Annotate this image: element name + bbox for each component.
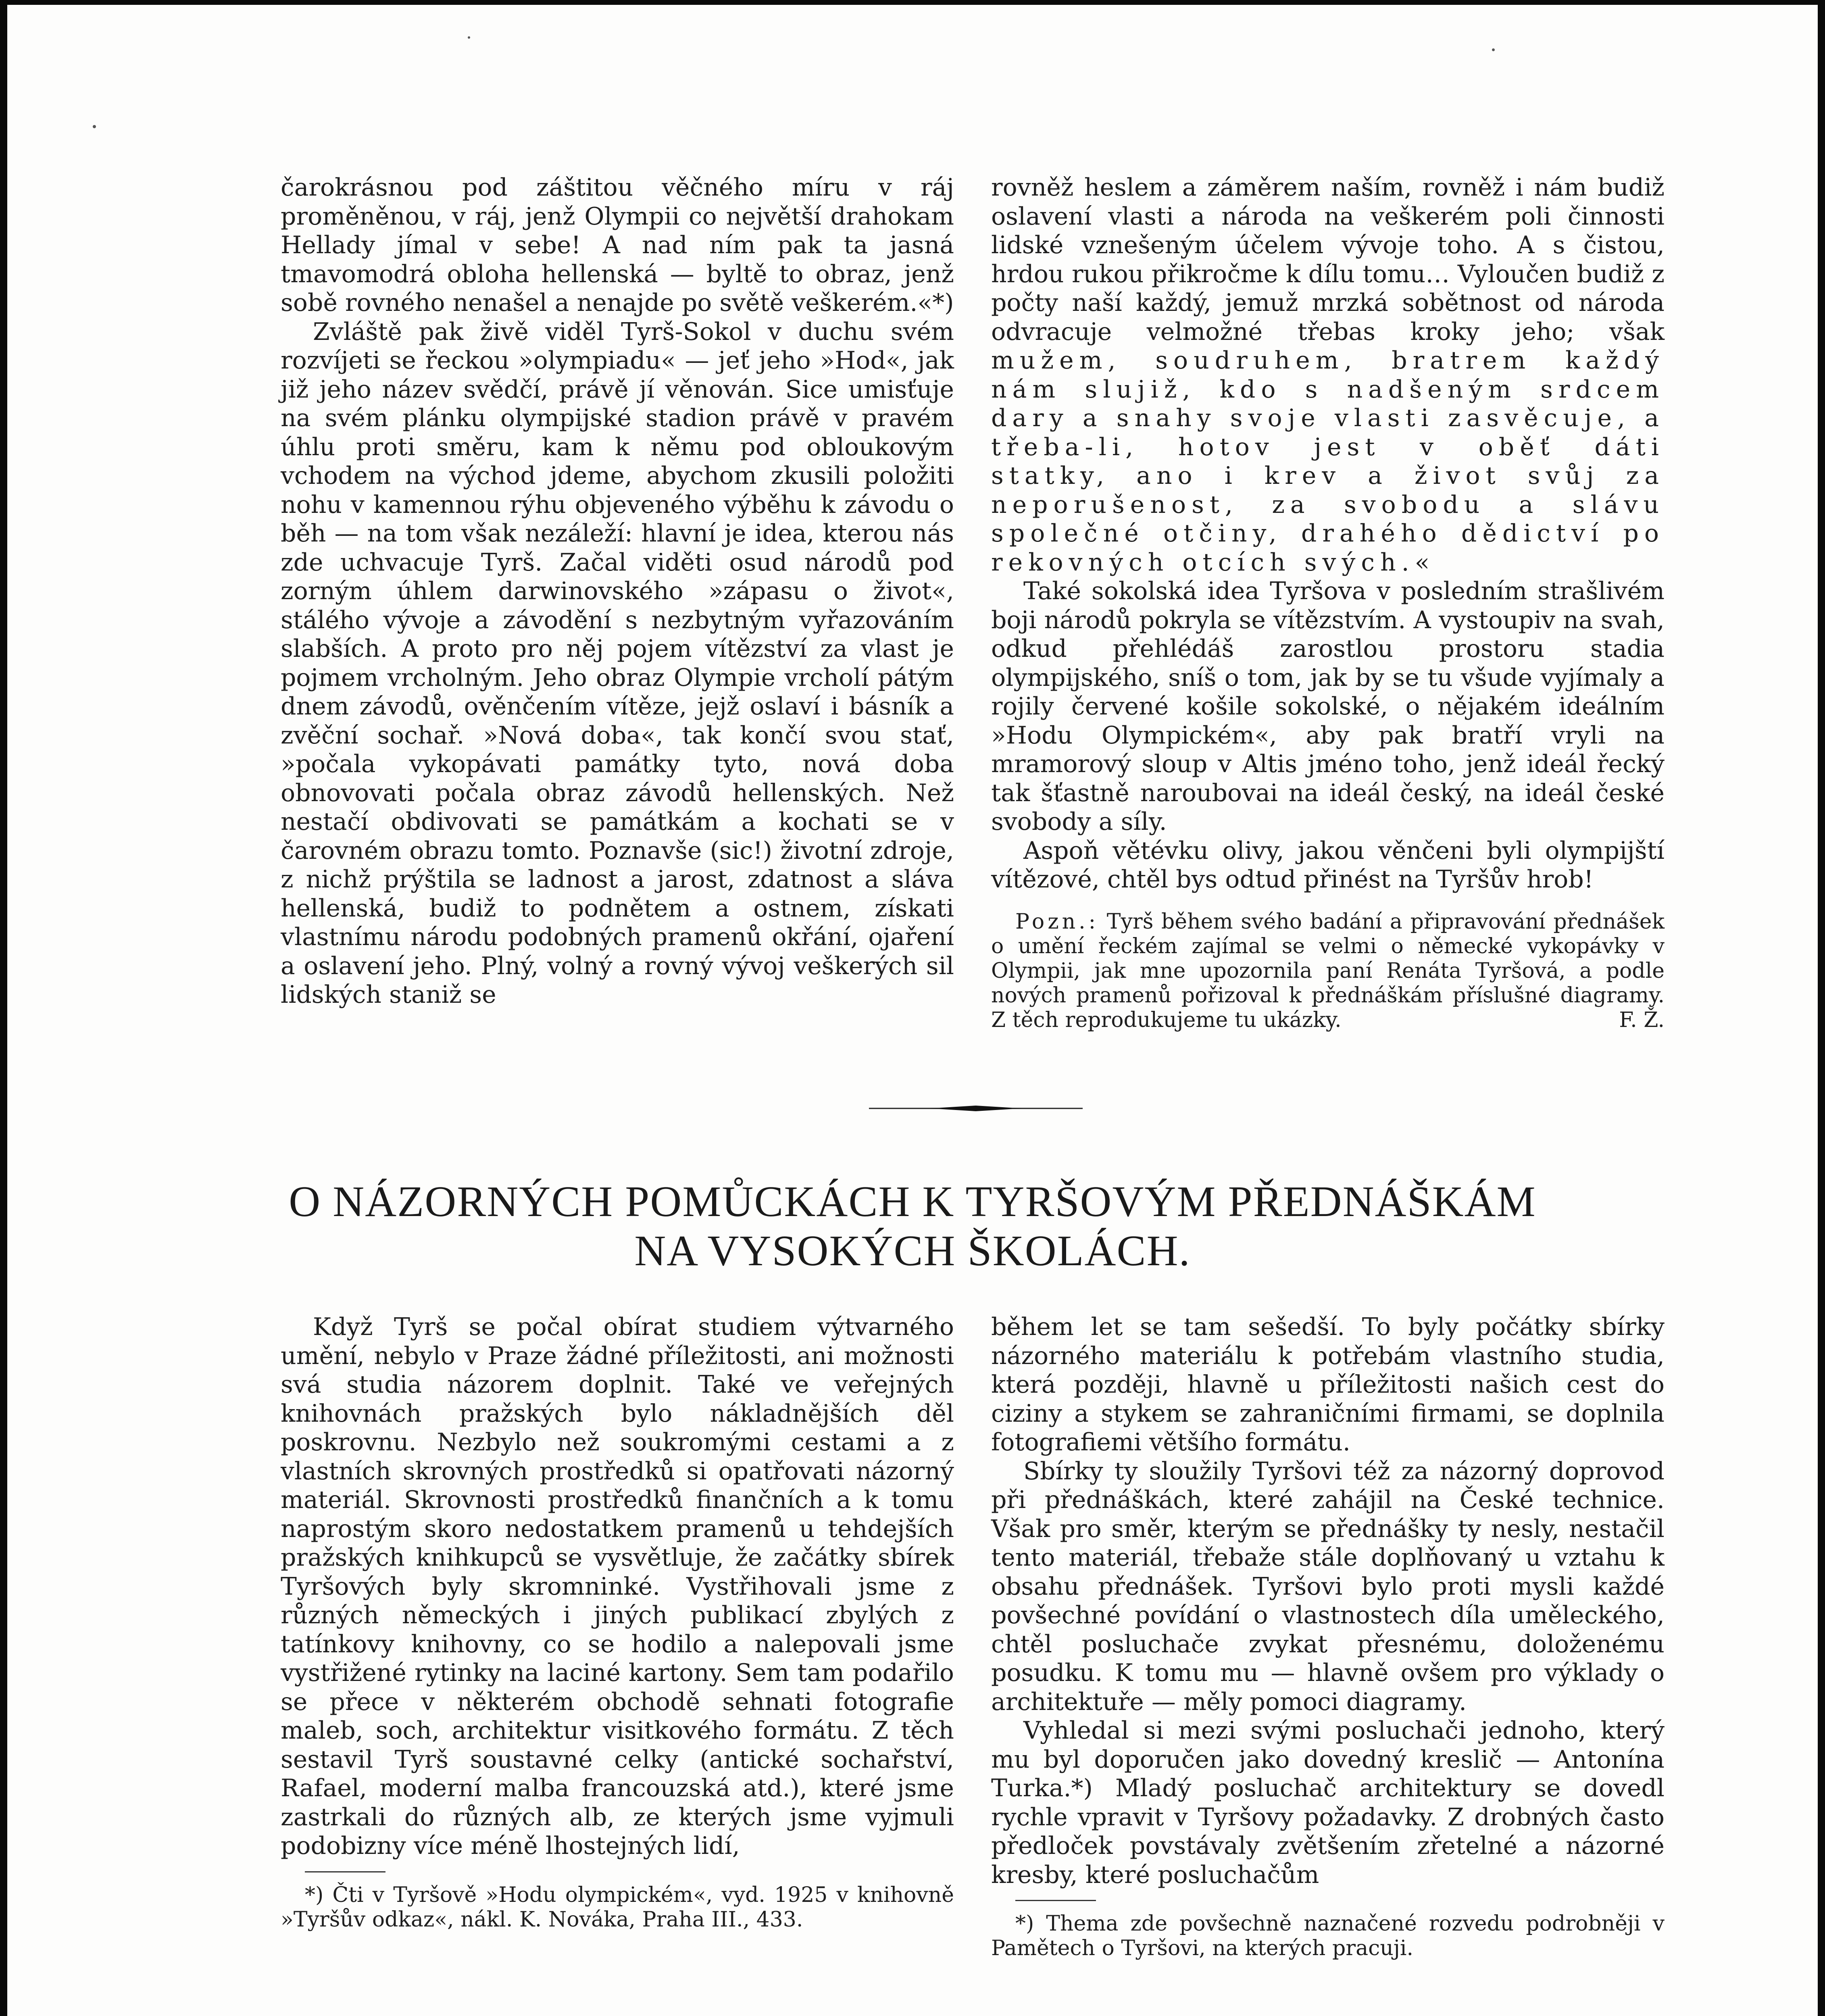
paragraph: Aspoň větévku olivy, jakou věnčeni byli olympijští vítězové, chtěl bys odtud přinést na Tyršův hrob!: [991, 836, 1665, 893]
paragraph: Vyhledal si mezi svými posluchači jednoho, který mu byl doporučen jako dovedný kreslič — Antonína Turka.*) Mladý posluchač architektury se dovedl rychle vpravit v Tyršovy požadavky. Z drobných často předloček povstávaly zvětšením zřetelné a názorné kresby, které posluchačům: [991, 1716, 1665, 1889]
paragraph: Zvláště pak živě viděl Tyrš-Sokol v duchu svém rozvíjeti se řeckou »olympiadu« — jeť jeho »Hod«, jak již jeho název svědčí, právě jí věnován. Sice umisťuje na svém plánku olympijské stadion právě v pravém úhlu proti směru, kam k němu pod obloukovým vchodem na východ jdeme, abychom zkusili položiti nohu v kamennou rýhu objeveného výběhu k závodu o běh — na tom však nezáleží: hlavní je idea, kterou nás zde uchvacuje Tyrš. Začal viděti osud národů pod zorným úhlem darwinovského »zápasu o život«, stálého vývoje a závodění s nezbytným vyřazováním slabších. A proto pro něj pojem vítězství za vlast je pojmem vrcholným. Jeho obraz Olympie vrcholí pátým dnem závodů, ověnčením vítěze, jejž oslaví i básník a zvěční sochař. »Nová doba«, tak končí svou stať, »počala vykopávati památky tyto, nová doba obnovovati počala obraz závodů hellenských. Než nestačí obdivovati se památkám a kochati se v čarovném obrazu tomto. Poznavše (sic!) životní zdroje, z nichž prýštila se ladnost a jarost, zdatnost a sláva hellenská, budiž to podnětem a ostnem, získati vlastnímu národu podobných pramenů okřání, ojaření a oslavení jeho. Plný, volný a rovný vývoj veškerých sil lidských staniž se: [281, 317, 954, 1009]
footnote-rule: [305, 1871, 385, 1872]
note-label: Pozn.:: [1015, 909, 1099, 934]
bottom-right-column: [991, 1313, 1665, 1961]
scan-speck: [93, 125, 96, 128]
top-right-column: [991, 173, 1665, 1033]
bottom-left-column: [281, 1313, 954, 1932]
scan-speck: [468, 36, 470, 39]
section-divider-ornament: [869, 1105, 1083, 1112]
scan-border-right: [1818, 0, 1825, 2016]
top-left-column: [281, 173, 954, 1010]
text-run: «: [1415, 548, 1430, 577]
paragraph: Když Tyrš se počal obírat studiem výtvarného umění, nebylo v Praze žádné příležitosti, ani možnosti svá studia názorem doplnit. Také ve veřejných knihovnách pražských bylo nákladnějších děl poskrovnu. Nezbylo než soukromými cestami a z vlastních skrovných prostředků si opatřovati názorný materiál. Skrovnosti prostředků finančních a k tomu naprostým skoro nedostatkem pramenů u tehdejších pražských knihkupců se vysvětluje, že začátky sbírek Tyršových byly skromninké. Vystřihovali jsme z různých německých i jiných publikací zbylých z tatínkovy knihovny, co se hodilo a nalepovali jsme vystřižené rytinky na laciné kartony. Sem tam podařilo se přece v některém obchodě sehnati fotografie maleb, soch, architektur visitkového formátu. Z těch sestavil Tyrš soustavné celky (antické sochařství, Rafael, moderní malba francouzská atd.), které jsme zastrkali do různých alb, ze kterých jsme vyjmuli podobizny více méně lhostejných lidí,: [281, 1313, 954, 1860]
title-line: O NÁZORNÝCH POMŮCKÁCH K TYRŠOVÝM PŘEDNÁŠKÁM: [289, 1178, 1536, 1226]
footnote: [991, 1912, 1665, 1961]
title-line: NA VYSOKÝCH ŠKOLÁCH.: [634, 1227, 1191, 1275]
note-text: Tyrš během svého badání a připravování přednášek o umění řeckém zajímal se velmi o německé vykopávky v Olympii, jak mne upozornila paní Renáta Tyršová, a podle nových pramenů pořizoval k přednáškám příslušné diagramy. Z těch reprodukujeme tu ukázky.: [991, 909, 1665, 1032]
spaced-emphasis: mužem, soudruhem, bratrem každý nám slujiž, kdo s nadšeným srdcem dary a snahy svoje vlasti zasvěcuje, a třeba-li, hotov jest v oběť dáti statky, ano i krev a život svůj za neporušenost, za svobodu a slávu společné otčiny, drahého dědictví po rekovných otcích svých.: [991, 346, 1665, 577]
article-title: [210, 1177, 1615, 1276]
scan-speck: [1492, 48, 1495, 51]
editor-note: [991, 910, 1665, 1033]
footnote-text: *) Čti v Tyršově »Hodu olympickém«, vyd. 1925 v knihovně »Tyršův odkaz«, nákl. K. Nováka, Praha III., 433.: [281, 1883, 954, 1932]
footnote: [281, 1883, 954, 1932]
footnote-rule: [1015, 1900, 1096, 1901]
note-signature: F. Ž.: [1619, 1008, 1665, 1032]
text-run: rovněž heslem a záměrem naším, rovněž i nám budiž oslavení vlasti a národa na veškerém poli činnosti lidské vznešeným účelem vývoje toho. A s čistou, hrdou rukou přikročme k dílu tomu… Vyloučen budiž z počty naší každý, jemuž mrzká sobětnost od národa odvracuje velmožné třebas kroky jeho; však: [991, 173, 1665, 346]
paragraph: [991, 173, 1665, 577]
footnote-text: *) Thema zde povšechně naznačené rozvedu podrobněji v Pamětech o Tyršovi, na kterých pracuji.: [991, 1912, 1665, 1960]
scan-border-left: [0, 0, 7, 2016]
scan-border-top: [0, 0, 1825, 5]
paragraph: Také sokolská idea Tyršova v posledním strašlivém boji národů pokryla se vítězstvím. A vystoupiv na svah, odkud přehlédáš zarostlou prostoru stadia olympijského, sníš o tom, jak by se tu všude vyjímaly a rojily červené košile sokolské, o nějakém ideálním »Hodu Olympickém«, aby pak bratří vryli na mramorový sloup v Altis jméno toho, jenž ideál řecký tak šťastně naroubovai na ideál český, na ideál české svobody a síly.: [991, 577, 1665, 836]
paragraph: čarokrásnou pod záštitou věčného míru v ráj proměněnou, v ráj, jenž Olympii co největší drahokam Hellady jímal v sebe! A nad ním pak ta jasná tmavomodrá obloha hellenská — byltě to obraz, jenž sobě rovného nenašel a nenajde po světě veškerém.«*): [281, 173, 954, 317]
paragraph: během let se tam sešedší. To byly počátky sbírky názorného materiálu k potřebám vlastního studia, která později, hlavně u příležitosti našich cest do ciziny a stykem se zahraničními firmami, se doplnila fotografiemi většího formátu.: [991, 1313, 1665, 1456]
paragraph: Sbírky ty sloužily Tyršovi též za názorný doprovod při přednáškách, které zahájil na České technice. Však pro směr, kterým se přednášky ty nesly, nestačil tento materiál, třebaže stále doplňovaný u vztahu k obsahu přednášek. Tyršovi bylo proti mysli každé povšechné povídání o vlastnostech díla uměleckého, chtěl posluchače zvykat přesnému, doloženému posudku. K tomu mu — hlavně ovšem pro výklady o architektuře — měly pomoci diagramy.: [991, 1457, 1665, 1716]
